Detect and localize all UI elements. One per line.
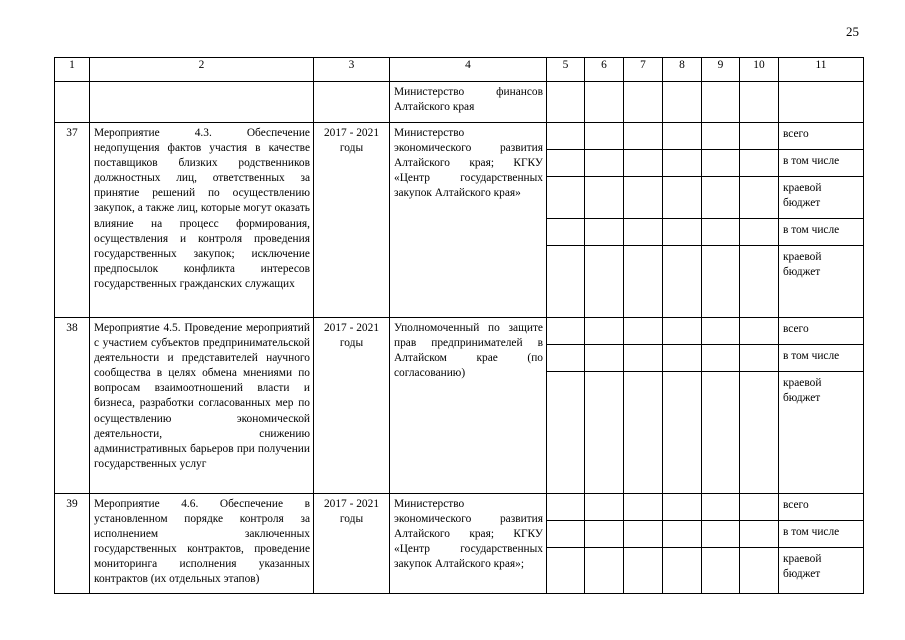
period-cell: 2017 - 2021 годы xyxy=(314,494,390,594)
executor-cell: Министерство экономического развития Алтайского края; КГКУ «Центр государственных закупок Алтайского края»; xyxy=(390,494,547,594)
header-row xyxy=(55,58,864,82)
table-row xyxy=(55,318,864,345)
header-cell: 1 xyxy=(55,58,90,82)
measure-cell: Мероприятие 4.3. Обеспечение недопущения фактов участия в качестве поставщиков близких родственников должностных лиц, ответственных за принятие решений по осуществлению закупок, а также лиц, которые могут оказать влияние на процесс формирования, осуществления и контроля проведения государственных закупок; исключение предпосылок конфликта интересов государственных гражданских служащих xyxy=(90,123,314,318)
row-number: 38 xyxy=(55,318,90,494)
table-row xyxy=(55,494,864,521)
period-cell: 2017 - 2021 годы xyxy=(314,123,390,318)
header-cell: 9 xyxy=(702,58,740,82)
header-cell: 11 xyxy=(779,58,864,82)
measure-cell: Мероприятие 4.6. Обеспечение в установленном порядке контроля за исполнением заключенных государственных контрактов, проведение мониторинга исполнения указанных контрактов (их отдельных этапов) xyxy=(90,494,314,594)
row-number: 37 xyxy=(55,123,90,318)
header-cell: 3 xyxy=(314,58,390,82)
source-cell: краевой бюджет xyxy=(779,177,864,219)
header-cell: 8 xyxy=(663,58,702,82)
continuation-row xyxy=(55,82,864,123)
source-cell: всего xyxy=(779,494,864,521)
header-cell: 10 xyxy=(740,58,779,82)
source-cell: всего xyxy=(779,123,864,150)
header-cell: 6 xyxy=(585,58,624,82)
source-cell: в том числе xyxy=(779,521,864,548)
source-cell: в том числе xyxy=(779,345,864,372)
source-cell: краевой бюджет xyxy=(779,246,864,318)
executor-cell: Министерство экономического развития Алтайского края; КГКУ «Центр государственных закупок Алтайского края» xyxy=(390,123,547,318)
header-cell: 7 xyxy=(624,58,663,82)
source-cell: всего xyxy=(779,318,864,345)
table-row xyxy=(55,123,864,150)
source-cell: в том числе xyxy=(779,219,864,246)
executor-cell: Уполномоченный по защите прав предпринимателей в Алтайском крае (по согласованию) xyxy=(390,318,547,494)
measure-cell: Мероприятие 4.5. Проведение мероприятий с участием субъектов предпринимательской деятельности и представителей научного сообщества в целях обмена мнениями по вопросам взаимоотношений власти и бизнеса, разработки согласованных мер по осуществлению экономической деятельности, снижению административных барьеров при получении государственных услуг xyxy=(90,318,314,494)
page-number: 25 xyxy=(846,24,859,39)
header-cell: 4 xyxy=(390,58,547,82)
header-cell: 2 xyxy=(90,58,314,82)
header-cell: 5 xyxy=(547,58,585,82)
source-cell: краевой бюджет xyxy=(779,548,864,594)
source-cell: краевой бюджет xyxy=(779,372,864,494)
source-cell: в том числе xyxy=(779,150,864,177)
program-table xyxy=(54,57,864,594)
executor-cell: Министерство финансов Алтайского края xyxy=(390,82,547,123)
row-number: 39 xyxy=(55,494,90,594)
period-cell: 2017 - 2021 годы xyxy=(314,318,390,494)
